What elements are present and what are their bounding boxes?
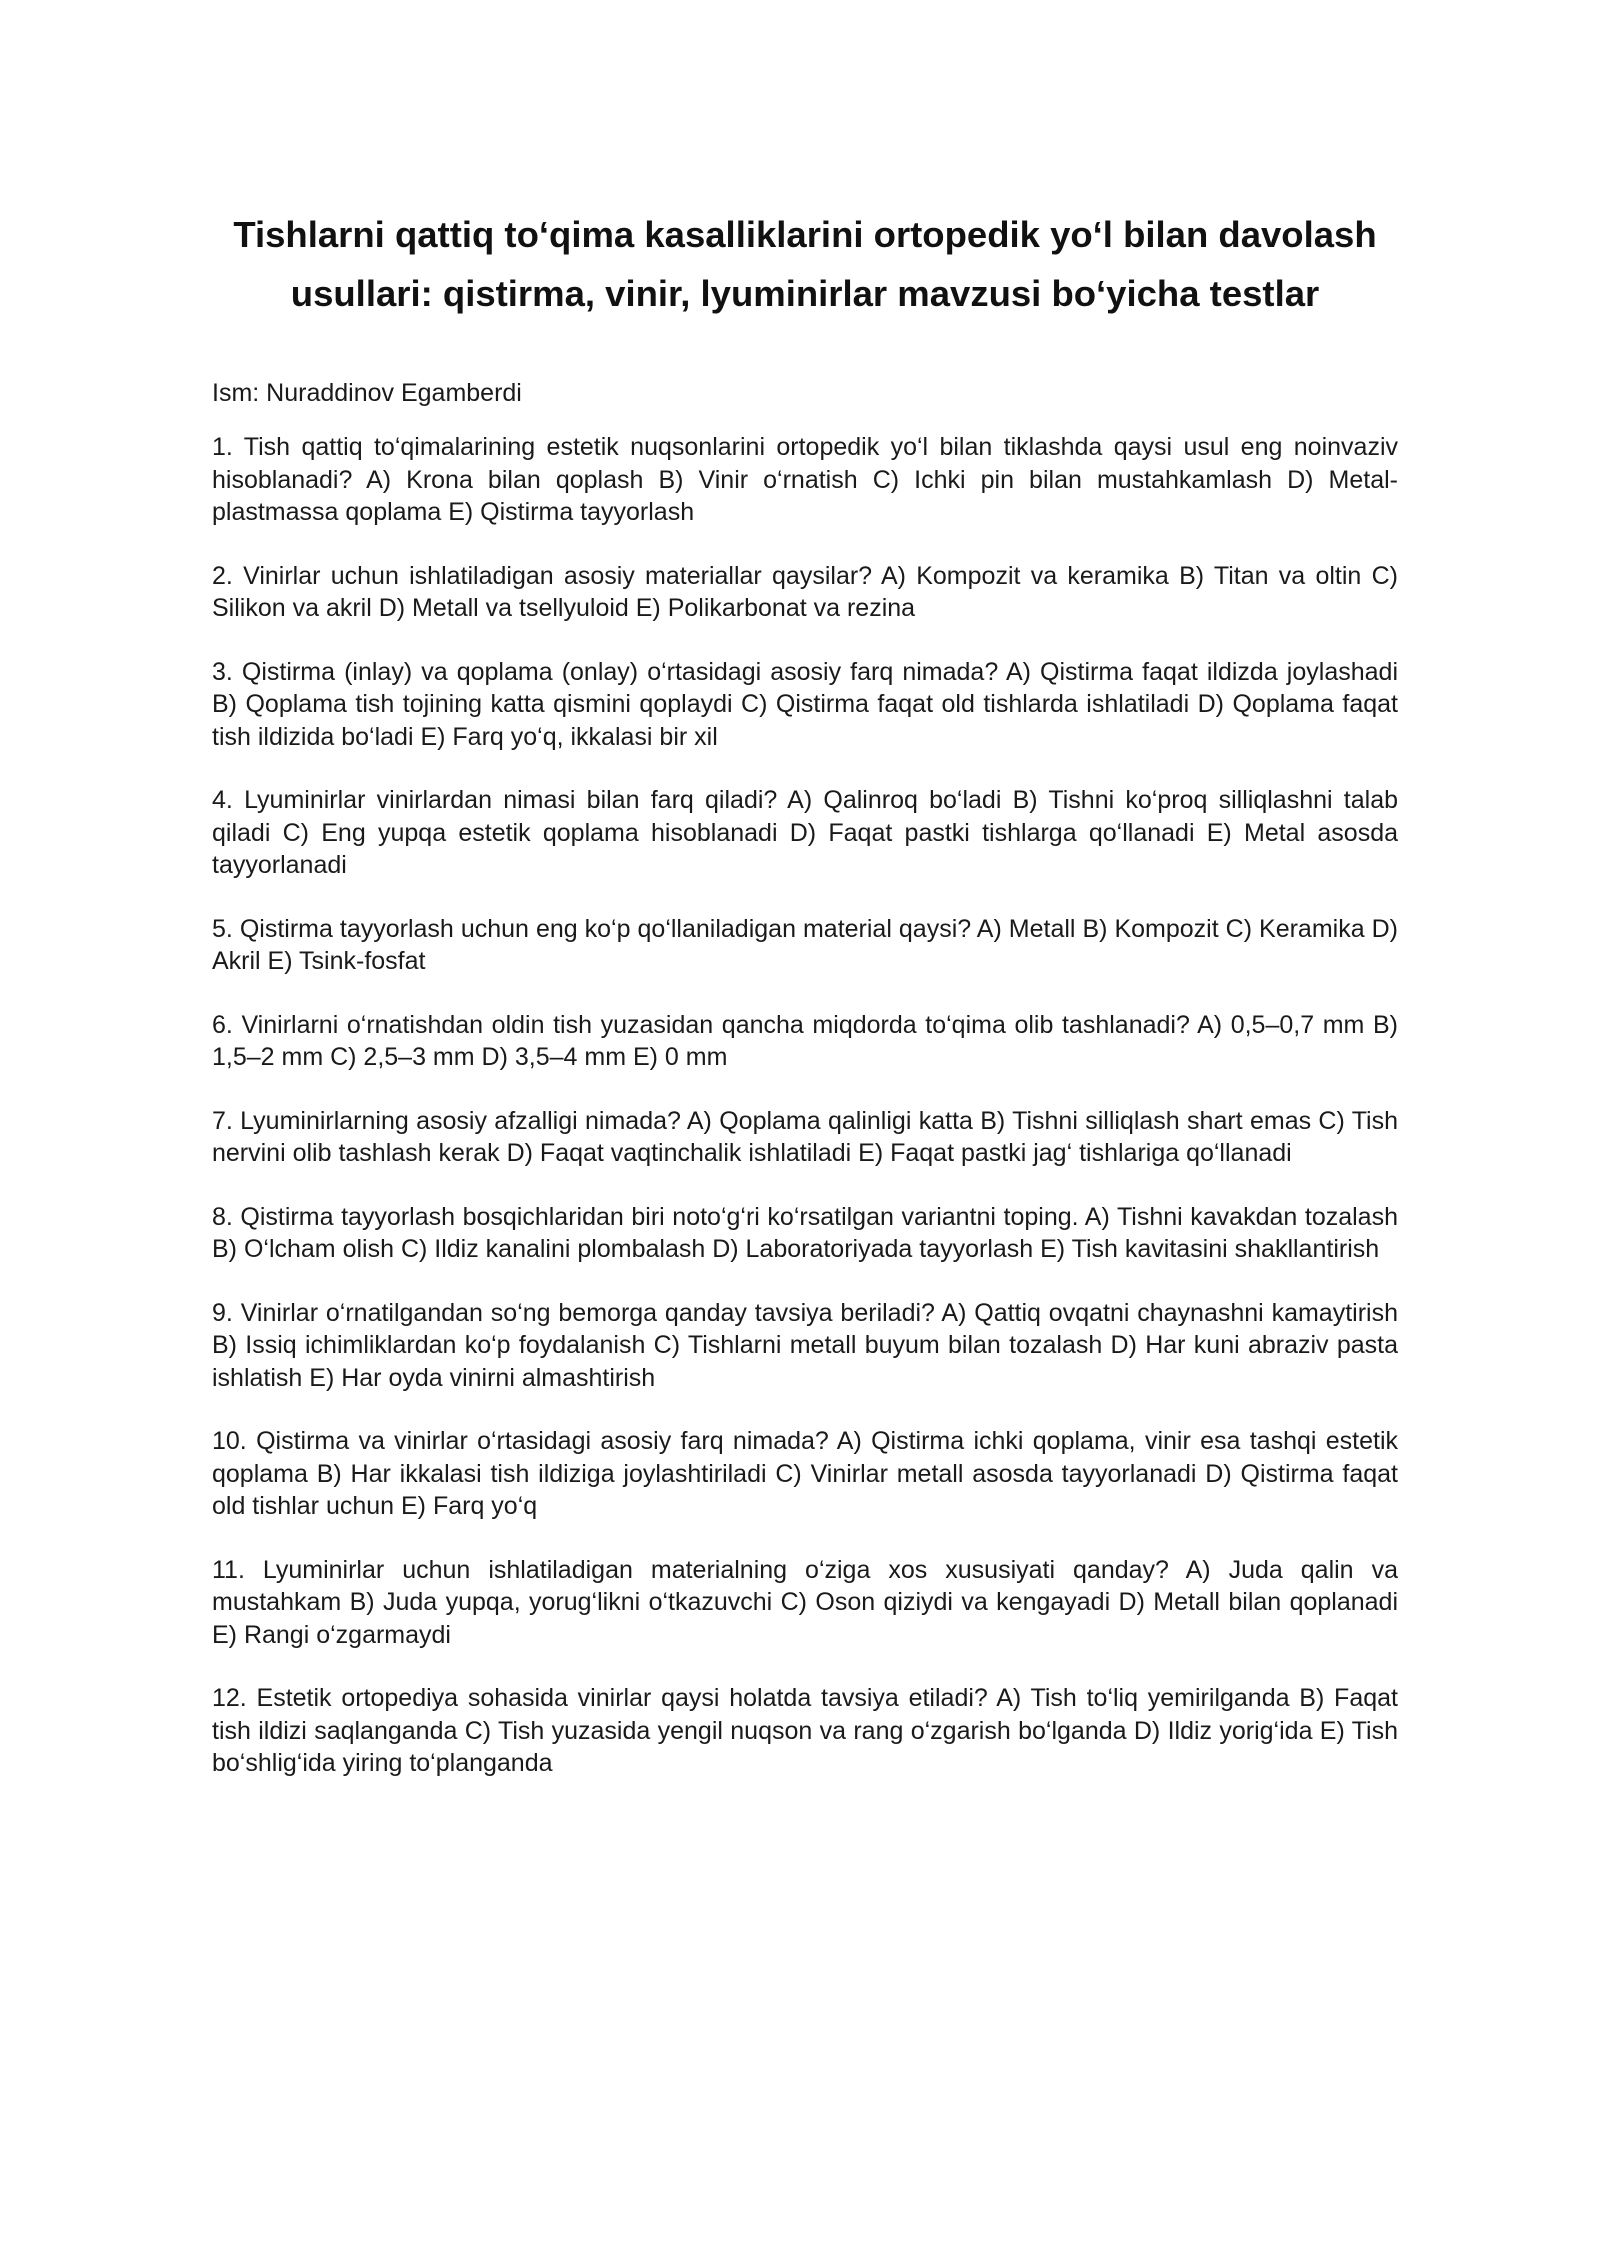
document-page — [212, 205, 1398, 1811]
question-11: 11. Lyuminirlar uchun ishlatiladigan materialning o‘ziga xos xususiyati qanday? A) Juda qalin va mustahkam B) Juda yupqa, yorug‘likni o‘tkazuvchi C) Oson qiziydi va kengayadi D) Metall bilan qoplanadi E) Rangi o‘zgarmaydi — [212, 1555, 1398, 1649]
question-3: 3. Qistirma (inlay) va qoplama (onlay) o‘rtasidagi asosiy farq nimada? A) Qistirma faqat ildizda joylashadi B) Qoplama tish tojining katta qismini qoplaydi C) Qistirma faqat old tishlarda ishlatiladi D) Qoplama faqat tish ildizida bo‘ladi E) Farq yo‘q, ikkalasi bir xil — [212, 657, 1398, 751]
question-list — [212, 431, 1398, 1780]
question-1: 1. Tish qattiq to‘qimalarining estetik nuqsonlarini ortopedik yo‘l bilan tiklashda qaysi usul eng noinvaziv hisoblanadi? A) Krona bilan qoplash B) Vinir o‘rnatish C) Ichki pin bilan mustahkamlash D) Metal-plastmassa qoplama E) Qistirma tayyorlash — [212, 433, 1398, 526]
document-title: Tishlarni qattiq to‘qima kasalliklarini ortopedik yo‘l bilan davolash usullari: qistirma, vinir, lyuminirlar mavzusi bo‘yicha testlar — [233, 214, 1377, 314]
question-8: 8. Qistirma tayyorlash bosqichlaridan biri noto‘g‘ri ko‘rsatilgan variantni toping. A) Tishni kavakdan tozalash B) O‘lcham olish C) Ildiz kanalini plombalash D) Laboratoriyada tayyorlash E) Tish kavitasini shakllantirish — [212, 1202, 1398, 1263]
author-line: Ism: Nuraddinov Egamberdi — [212, 379, 522, 407]
question-2: 2. Vinirlar uchun ishlatiladigan asosiy materiallar qaysilar? A) Kompozit va keramika B) Titan va oltin C) Silikon va akril D) Metall va tsellyuloid E) Polikarbonat va rezina — [212, 561, 1398, 622]
question-9: 9. Vinirlar o‘rnatilgandan so‘ng bemorga qanday tavsiya beriladi? A) Qattiq ovqatni chaynashni kamaytirish B) Issiq ichimliklardan ko‘p foydalanish C) Tishlarni metall buyum bilan tozalash D) Har kuni abraziv pasta ishlatish E) Har oyda vinirni almashtirish — [212, 1298, 1398, 1392]
question-12: 12. Estetik ortopediya sohasida vinirlar qaysi holatda tavsiya etiladi? A) Tish to‘liq yemirilganda B) Faqat tish ildizi saqlanganda C) Tish yuzasida yengil nuqson va rang o‘zgarish bo‘lganda D) Ildiz yorig‘ida E) Tish bo‘shlig‘ida yiring to‘planganda — [212, 1684, 1398, 1777]
question-10: 10. Qistirma va vinirlar o‘rtasidagi asosiy farq nimada? A) Qistirma ichki qoplama, vinir esa tashqi estetik qoplama B) Har ikkalasi tish ildiziga joylashtiriladi C) Vinirlar metall asosda tayyorlanadi D) Qistirma faqat old tishlar uchun E) Farq yo‘q — [212, 1427, 1398, 1520]
question-6: 6. Vinirlarni o‘rnatishdan oldin tish yuzasidan qancha miqdorda to‘qima olib tashlanadi? A) 0,5–0,7 mm B) 1,5–2 mm C) 2,5–3 mm D) 3,5–4 mm E) 0 mm — [212, 1010, 1398, 1071]
question-5: 5. Qistirma tayyorlash uchun eng ko‘p qo‘llaniladigan material qaysi? A) Metall B) Kompozit C) Keramika D) Akril E) Tsink-fosfat — [212, 914, 1398, 975]
question-4: 4. Lyuminirlar vinirlardan nimasi bilan farq qiladi? A) Qalinroq bo‘ladi B) Tishni ko‘proq silliqlashni talab qiladi C) Eng yupqa estetik qoplama hisoblanadi D) Faqat pastki tishlarga qo‘llanadi E) Metal asosda tayyorlanadi — [212, 786, 1398, 879]
question-7: 7. Lyuminirlarning asosiy afzalligi nimada? A) Qoplama qalinligi katta B) Tishni silliqlash shart emas C) Tish nervini olib tashlash kerak D) Faqat vaqtinchalik ishlatiladi E) Faqat pastki jag‘ tishlariga qo‘llanadi — [212, 1106, 1398, 1167]
